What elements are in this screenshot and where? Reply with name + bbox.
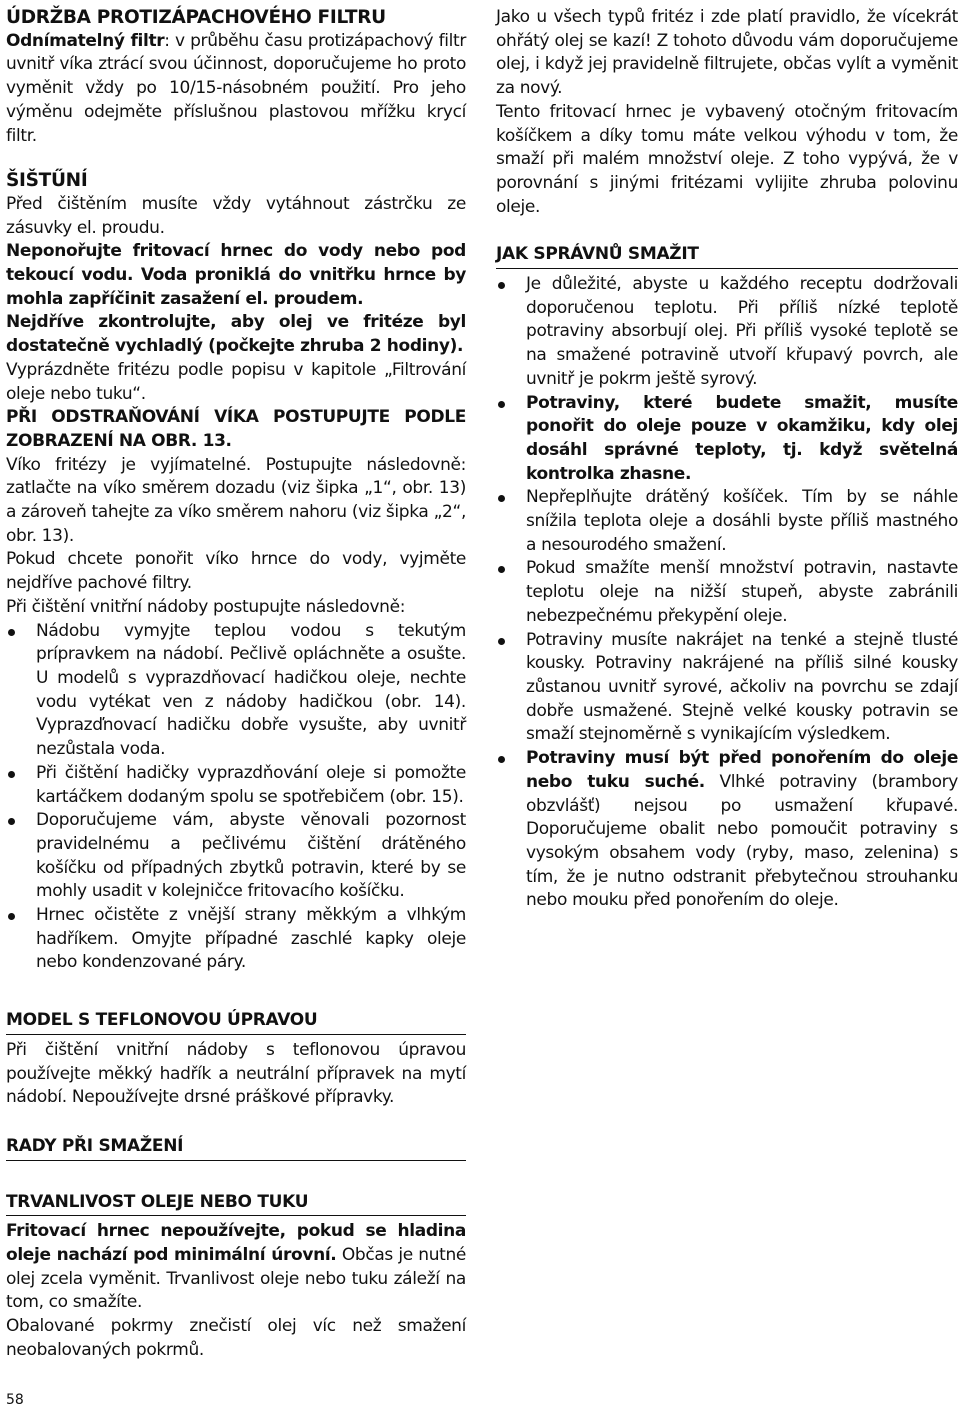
list-item [496,747,958,913]
howto-bullet-list [496,273,958,913]
teflon-text: Při čištění vnitřní nádoby s teflonovou úpravou používejte měkký hadřík a neutrální přípravek na mytí nádobí. Nepoužívejte drsné práškové přípravky. [6,1039,466,1108]
lid-p3: Při čištění vnitřní nádoby postupujte následovně: [6,596,406,617]
list-item: Hrnec očistěte z vnější strany měkkým a vlhkým hadříkem. Omyjte případné zaschlé kapky oleje nebo kondenzované páry. [6,904,466,975]
cleaning-p1: Před čištěním musíte vždy vytáhnout zástrčku ze zásuvky el. proudu. [6,193,466,238]
cleaning-empty: Vyprázdněte fritézu podle popisu v kapitole „Filtrování oleje nebo tuku“. [6,359,466,404]
lid-heading: PŘI ODSTRAŇOVÁNÍ VÍKA POSTUPUJTE PODLE ZOBRAZENÍ NA OBR. 13. [6,407,466,451]
list-item: Pokud smažíte menší množství potravin, nastavte teplotu oleje na nižší stupeň, abyste zabránili nebezpečnému překypění oleje. [496,557,958,628]
intro-p2: Tento fritovací hrnec je vybavený otočným fritovacím košíčkem a díky tomu máte velkou výhodu v tom, že smaží při malém množství oleje. Z toho vypývá, že v porovnání s jinými fritézami vylijite zhruba polovinu oleje. [496,101,958,217]
cleaning-warning: Neponořujte fritovací hrnec do vody nebo pod tekoucí vodu. Voda proniklá do vnitřku hrnce by mohla zapříčinit zasažení el. proudem. [6,241,466,309]
list-item: Potraviny musíte nakrájet na tenké a stejně tlusté kousky. Potraviny nakrájené na příliš silné kousky zůstanou uvnitř syrové, ačkoliv na povrchu se zdají dobře usmažené. Stejně velké kousky potravin se smaží stejnoměrně s vynikajícím výsledkem. [496,629,958,748]
howto-dry-warning: Potraviny musí být před ponořením do oleje nebo tuku suché. [526,748,958,792]
oil-text: Občas je nutné olej zcela vyměnit. Trvanlivost oleje nebo tuku záleží na tom, co smažíte. [6,1245,466,1313]
oil-life-heading: TRVANLIVOST OLEJE NEBO TUKU [6,1191,466,1217]
list-item: Nádobu vymyjte teplou vodou s tekutým prípravkem na nádobí. Pečlivě opláchněte a osušte. U modelů s vyprazdňovací hadičkou oleje, nechte vodu vytékat ven z nádoby hadičkou (obr. 14). Vyprazďnovací hadičku dobře vysušte, aby uvnitř nezůstala voda. [6,620,466,762]
filter-lead: Odnímatelný filtr [6,30,165,51]
filter-paragraph [6,30,466,149]
list-item: Při čištění hadičky vyprazdňování oleje si pomožte kartáčkem dodaným spolu se spotřebičem (obr. 15). [6,762,466,809]
howto-dry-text: Vlhké potraviny (brambory obzvlášť) nejsou po usmažení křupavé. Doporučujeme obalit nebo pomoučit potraviny s vysokým obsahem vody (ryby, maso, zelenina) s tím, že je nutno odstranit přebytečnou strouhanku nebo mouku před ponořením do oleje. [526,771,959,911]
filter-text: : v průběhu času protizápachový filtr uvnitř víka ztrácí svou účinnost, doporučujeme ho proto vyměnit vždy po 10/15-násobném použití. Pro jeho výměnu odejměte příslušnou plastovou mřížku krycí filtr. [6,30,466,146]
right-column [496,6,958,913]
list-item: Je důležité, abyste u každého receptu dodržovali doporučenou teplotu. Při příliš nízké teplotě potraviny absorbují olej. Při příliš vysoké teplotě se na smažené potravině utvoří křupavý povrch, ale uvnitř je pokrm ještě syrový. [496,273,958,392]
teflon-heading: MODEL S TEFLONOVOU ÚPRAVOU [6,1009,466,1035]
list-item: Potraviny, které budete smažit, musíte ponořit do oleje pouze v okamžiku, kdy olej dosáhl správné teploty, tj. když světelná kontrolka zhasne. [496,392,958,487]
frying-tips-heading: RADY PŘI SMAŽENÍ [6,1135,466,1161]
list-item: Doporučujeme vám, abyste věnovali pozornost pravidelnému a pečlivému čištění drátěného košíčku od případných zbytků potravin, které by se mohly usadit v kolejničce fritovacího košíčku. [6,809,466,904]
howto-heading: JAK SPRÁVNŮ SMAŽIT [496,243,958,269]
list-item: Nepřeplňujte drátěný košíček. Tím by se náhle snížila teplota oleje a dosáhli byste příliš mastného a nesourodého smažení. [496,486,958,557]
oil-paragraph [6,1220,466,1315]
lid-p1: Víko fritézy je vyjímatelné. Postupujte následovně: zatlačte na víko směrem dozadu (viz šipka „1“, obr. 13) a zároveň tahejte za víko směrem nahoru (viz šipka „2“, obr. 13). [6,454,466,546]
lid-bullet-list [6,620,466,976]
oil-text-2: Obalované pokrmy znečistí olej víc než smažení neobalovaných pokrmů. [6,1316,466,1360]
filter-heading: ÚDRŽBA PROTIZÁPACHOVÉHO FILTRU [6,7,386,28]
cleaning-heading: ŠIŠTŰNÍ [6,170,88,192]
page-number: 58 [6,1392,24,1408]
left-column [6,6,466,1363]
lid-p2: Pokud chcete ponořit víko hrnce do vody, vyjměte nejdříve pachové filtry. [6,549,466,594]
oil-warning: Fritovací hrnec nepoužívejte, pokud se hladina oleje nachází pod minimální úrovní. [6,1221,466,1266]
intro-p1: Jako u všech typů fritéz i zde platí pravidlo, že vícekrát ohřátý olej se kazí! Z tohoto důvodu vám doporučujeme olej, i když jej pravidelně filtrujete, občas vylít a vyměnit za nový. [496,7,958,99]
cleaning-cool-down: Nejdříve zkontrolujte, aby olej ve fritéze byl dostatečně vychladlý (počkejte zhruba 2 hodiny). [6,312,466,357]
